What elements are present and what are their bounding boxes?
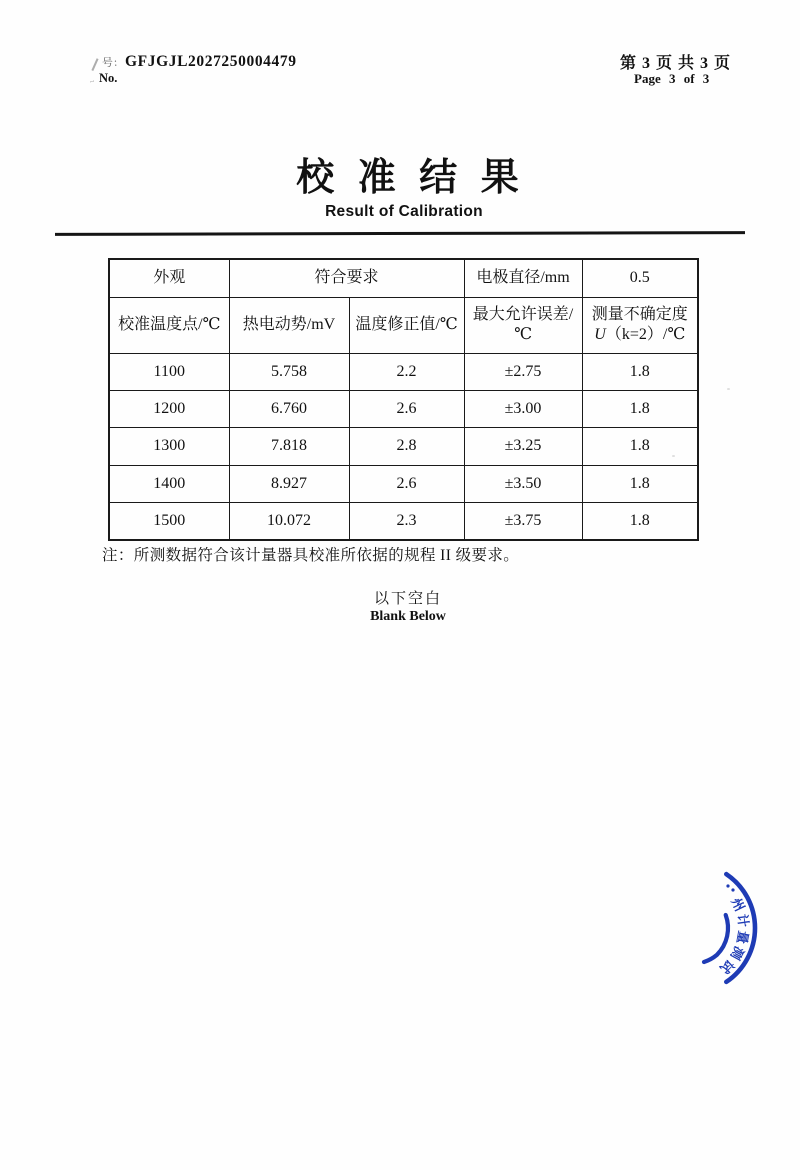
header-uncertainty bbox=[582, 297, 698, 353]
divider-rule bbox=[55, 231, 745, 235]
table-cell: 1.8 bbox=[582, 390, 698, 427]
page-subtitle: Result of Calibration bbox=[325, 203, 483, 220]
table-header-row bbox=[109, 297, 698, 353]
table-cell: ±3.25 bbox=[464, 428, 582, 465]
certificate-no-prefix: 号: bbox=[101, 56, 119, 70]
header-emf: 热电动势/mV bbox=[229, 297, 349, 353]
official-seal bbox=[660, 850, 765, 990]
table-cell: ±3.75 bbox=[464, 503, 582, 540]
blank-below-cn: 以下空白 bbox=[373, 591, 442, 607]
uncertainty-u-symbol: U bbox=[594, 326, 606, 343]
scan-speck bbox=[727, 388, 730, 390]
seal-dot-icon bbox=[726, 884, 729, 887]
header-uncertainty-line2 bbox=[585, 325, 696, 345]
table-cell: 2.6 bbox=[349, 465, 464, 502]
table-cell: 1.8 bbox=[582, 353, 698, 390]
table-cell: ±2.75 bbox=[464, 353, 582, 390]
seal-char: 州 bbox=[728, 895, 748, 914]
table-cell: 1400 bbox=[109, 465, 229, 502]
header-temperature-point: 校准温度点/℃ bbox=[109, 297, 229, 353]
seal-inner-arc-icon bbox=[704, 915, 728, 962]
seal-char: 测 bbox=[727, 943, 747, 963]
blank-below-en: Blank Below bbox=[370, 609, 446, 624]
table-cell: 1.8 bbox=[582, 503, 698, 540]
note-text: 注：所测数据符合该计量器具校准所依据的规程 II 级要求。 bbox=[102, 547, 520, 564]
table-cell: 6.760 bbox=[229, 390, 349, 427]
cell-appearance-value: 符合要求 bbox=[229, 259, 464, 297]
table-cell: 1.8 bbox=[582, 428, 698, 465]
table-row bbox=[109, 465, 698, 502]
table-cell: 1.8 bbox=[582, 465, 698, 502]
page-title: 校 准 结 果 bbox=[296, 157, 526, 199]
handwriting-mark bbox=[91, 58, 98, 70]
certificate-no-label: No. bbox=[99, 71, 118, 85]
seal-dot-icon bbox=[731, 888, 734, 891]
cell-electrode-label: 电极直径/mm bbox=[464, 259, 582, 297]
header-max-error: 最大允许误差/℃ bbox=[464, 297, 582, 353]
table-cell: 2.6 bbox=[349, 390, 464, 427]
table-cell: 2.2 bbox=[349, 353, 464, 390]
table-row bbox=[109, 390, 698, 427]
seal-char: 试 bbox=[717, 956, 738, 977]
calibration-results bbox=[108, 258, 699, 541]
certificate-number: GFJGJL2027250004479 bbox=[125, 53, 297, 70]
cell-electrode-value: 0.5 bbox=[582, 259, 698, 297]
seal-char: 量 bbox=[734, 929, 752, 945]
page-indicator-en: Page 3 of 3 bbox=[634, 71, 710, 86]
header-uncertainty-line1: 测量不确定度 bbox=[591, 306, 688, 323]
table-cell: 1300 bbox=[109, 428, 229, 465]
cell-appearance-label: 外观 bbox=[109, 259, 229, 297]
scan-speck bbox=[672, 455, 675, 457]
table-row-appearance bbox=[109, 259, 698, 297]
table-row bbox=[109, 353, 698, 390]
table-cell: 7.818 bbox=[229, 428, 349, 465]
uncertainty-k-expr: （k=2）/℃ bbox=[605, 326, 686, 343]
table-cell: 2.3 bbox=[349, 503, 464, 540]
table-row bbox=[109, 428, 698, 465]
table-cell: 1200 bbox=[109, 390, 229, 427]
table-cell: ±3.50 bbox=[464, 465, 582, 502]
header-correction: 温度修正值/℃ bbox=[349, 297, 464, 353]
table-cell: 1100 bbox=[109, 353, 229, 390]
table-cell: 1500 bbox=[109, 503, 229, 540]
seal-char: 计 bbox=[734, 913, 752, 929]
table-row bbox=[109, 503, 698, 540]
table-cell: 10.072 bbox=[229, 503, 349, 540]
table-cell: 2.8 bbox=[349, 428, 464, 465]
table-cell: 8.927 bbox=[229, 465, 349, 502]
page-indicator-cn: 第 3 页 共 3 页 bbox=[620, 55, 732, 72]
table-cell: 5.758 bbox=[229, 353, 349, 390]
calibration-table bbox=[108, 258, 699, 541]
table-cell: ±3.00 bbox=[464, 390, 582, 427]
handwriting-tick: ~ bbox=[88, 76, 96, 87]
